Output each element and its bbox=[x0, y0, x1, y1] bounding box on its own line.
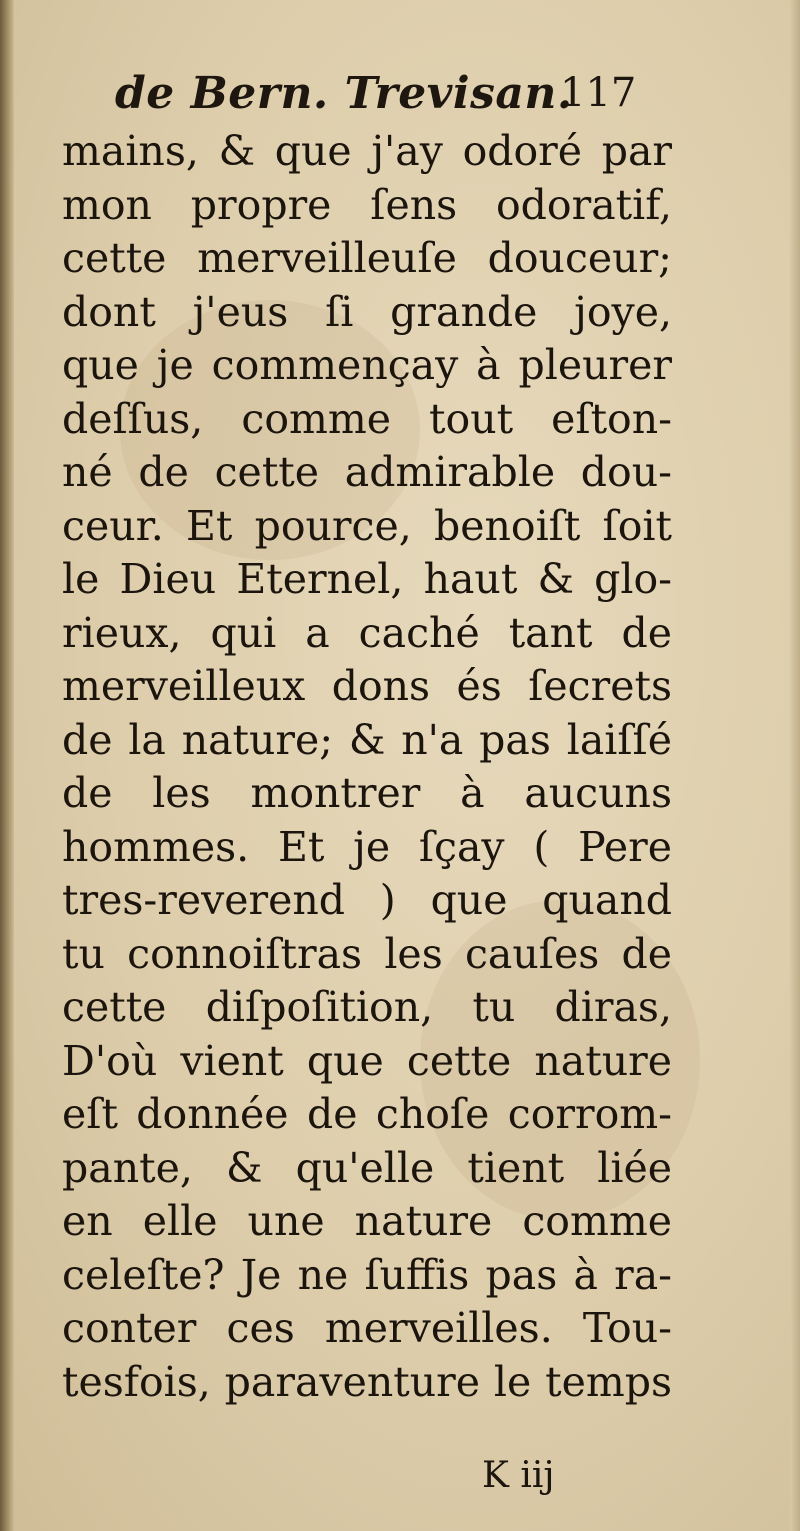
book-gutter bbox=[0, 0, 14, 1531]
text-line: cette diſpoſition, tu diras, bbox=[62, 983, 672, 1031]
text-line: ceur. Et pource, benoiſt ſoit bbox=[62, 501, 672, 550]
text-line: tesfois, paraventure le temps bbox=[62, 1357, 672, 1406]
page-header bbox=[115, 68, 655, 124]
body-text bbox=[62, 125, 672, 1409]
text-line: D'où vient que cette nature bbox=[62, 1036, 672, 1085]
text-line: tres-reverend ) que quand bbox=[62, 876, 672, 924]
text-line: eſt donnée de choſe corrom- bbox=[62, 1090, 672, 1138]
text-line: de la nature; & n'a pas laiſſé bbox=[62, 715, 672, 764]
text-line: tu connoiſtras les cauſes de bbox=[62, 929, 672, 978]
text-line: le Dieu Eternel, haut & glo- bbox=[62, 555, 672, 603]
text-line: que je commençay à pleurer bbox=[62, 341, 672, 389]
text-line: rieux, qui a caché tant de bbox=[62, 608, 672, 657]
text-line: dont j'eus ſi grande joye, bbox=[62, 287, 672, 336]
text-line: hommes. Et je ſçay ( Pere bbox=[62, 822, 672, 871]
text-line: deſſus, comme tout eſton- bbox=[62, 394, 672, 443]
text-line: pante, & qu'elle tient liée bbox=[62, 1143, 672, 1192]
text-line: conter ces merveilles. Tou- bbox=[62, 1304, 672, 1352]
text-line: de les montrer à aucuns bbox=[62, 769, 672, 817]
page-edge bbox=[790, 0, 800, 1531]
text-line: cette merveilleuſe douceur; bbox=[62, 234, 672, 282]
text-line: né de cette admirable dou- bbox=[62, 448, 672, 496]
text-line: celeſte? Je ne ſuffis pas à ra- bbox=[62, 1250, 672, 1299]
page-number: 117 bbox=[560, 70, 637, 116]
text-line: merveilleux dons és ſecrets bbox=[62, 662, 672, 710]
text-line: en elle une nature comme bbox=[62, 1197, 672, 1245]
signature-mark: K iij bbox=[482, 1455, 555, 1496]
text-line: mon propre ſens odoratif, bbox=[62, 180, 672, 229]
running-title: de Bern. Trevisan. bbox=[115, 68, 573, 119]
text-line: mains, & que j'ay odoré par bbox=[62, 127, 672, 175]
